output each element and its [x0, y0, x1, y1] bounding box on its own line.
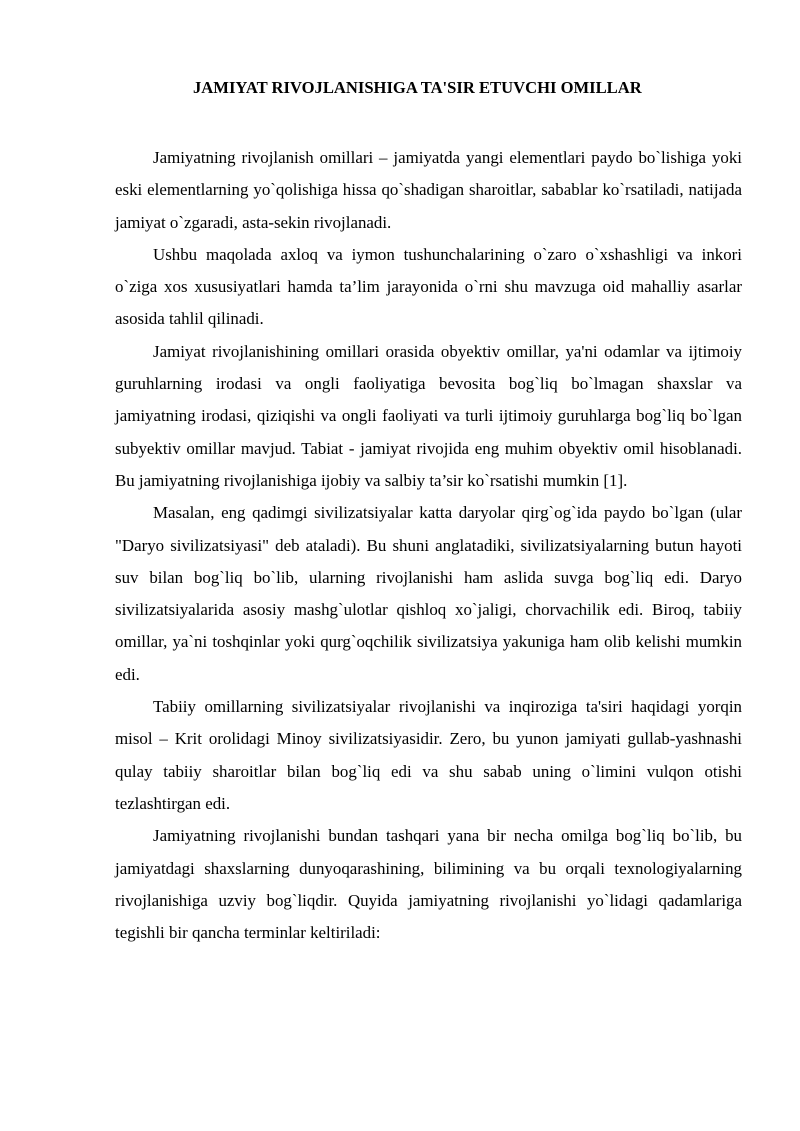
paragraph: Masalan, eng qadimgi sivilizatsiyalar katta daryolar qirg`og`ida paydo bo`lgan (ular "Daryo sivilizatsiyasi" deb ataladi). Bu shuni anglatadiki, sivilizatsiyalarning butun hayoti suv bilan bog`liq bo`lib, ularning rivojlanishi ham aslida suvga bog`liq edi. Daryo sivilizatsiyalarida asosiy mashg`ulotlar qishloq xo`jaligi, chorvachilik edi. Biroq, tabiiy omillar, ya`ni toshqinlar yoki qurg`oqchilik sivilizatsiya yakuniga ham olib kelishi mumkin edi.	[115, 503, 742, 684]
paragraph: Tabiiy omillarning sivilizatsiyalar rivojlanishi va inqiroziga ta'siri haqidagi yorqin misol – Krit orolidagi Minoy sivilizatsiyasidir. Zero, bu yunon jamiyati gullab-yashnashi qulay tabiiy sharoitlar bilan bog`liq edi va shu sabab uning o`limini vulqon otishi tezlashtirgan edi.	[115, 697, 742, 813]
paragraph: Ushbu maqolada axloq va iymon tushunchalarining o`zaro o`xshashligi va inkori o`ziga xos xususiyatlari hamda ta’lim jarayonida o`rni shu mavzuga oid mahalliy asarlar asosida tahlil qilinadi.	[115, 244, 742, 329]
document-body	[115, 142, 742, 949]
paragraph: Jamiyatning rivojlanish omillari – jamiyatda yangi elementlari paydo bo`lishiga yoki eski elementlarning yo`qolishiga hissa qo`shadigan sharoitlar, sabablar ko`rsatiladi, natijada jamiyat o`zgaradi, asta-sekin rivojlanadi.	[115, 148, 742, 232]
document-page	[115, 0, 742, 949]
document-title: JAMIYAT RIVOJLANISHIGA TA'SIR ETUVCHI OMILLAR	[193, 78, 642, 97]
paragraph: Jamiyatning rivojlanishi bundan tashqari yana bir necha omilga bog`liq bo`lib, bu jamiyatdagi shaxslarning dunyoqarashining, bilimining va bu orqali texnologiyalarning rivojlanishiga uzviy bog`liqdir. Quyida jamiyatning rivojlanishi yo`lidagi qadamlariga tegishli bir qancha terminlar keltiriladi:	[115, 826, 742, 943]
paragraph: Jamiyat rivojlanishining omillari orasida obyektiv omillar, ya'ni odamlar va ijtimoiy guruhlarning irodasi va ongli faoliyatiga bevosita bog`liq bo`lmagan shaxslar va jamiyatning irodasi, qiziqishi va ongli faoliyati va turli ijtimoiy guruhlarga bog`liq bo`lgan subyektiv omillar mavjud. Tabiat - jamiyat rivojida eng muhim obyektiv omil hisoblanadi. Bu jamiyatning rivojlanishiga ijobiy va salbiy ta’sir ko`rsatishi mumkin [1].	[115, 341, 742, 490]
